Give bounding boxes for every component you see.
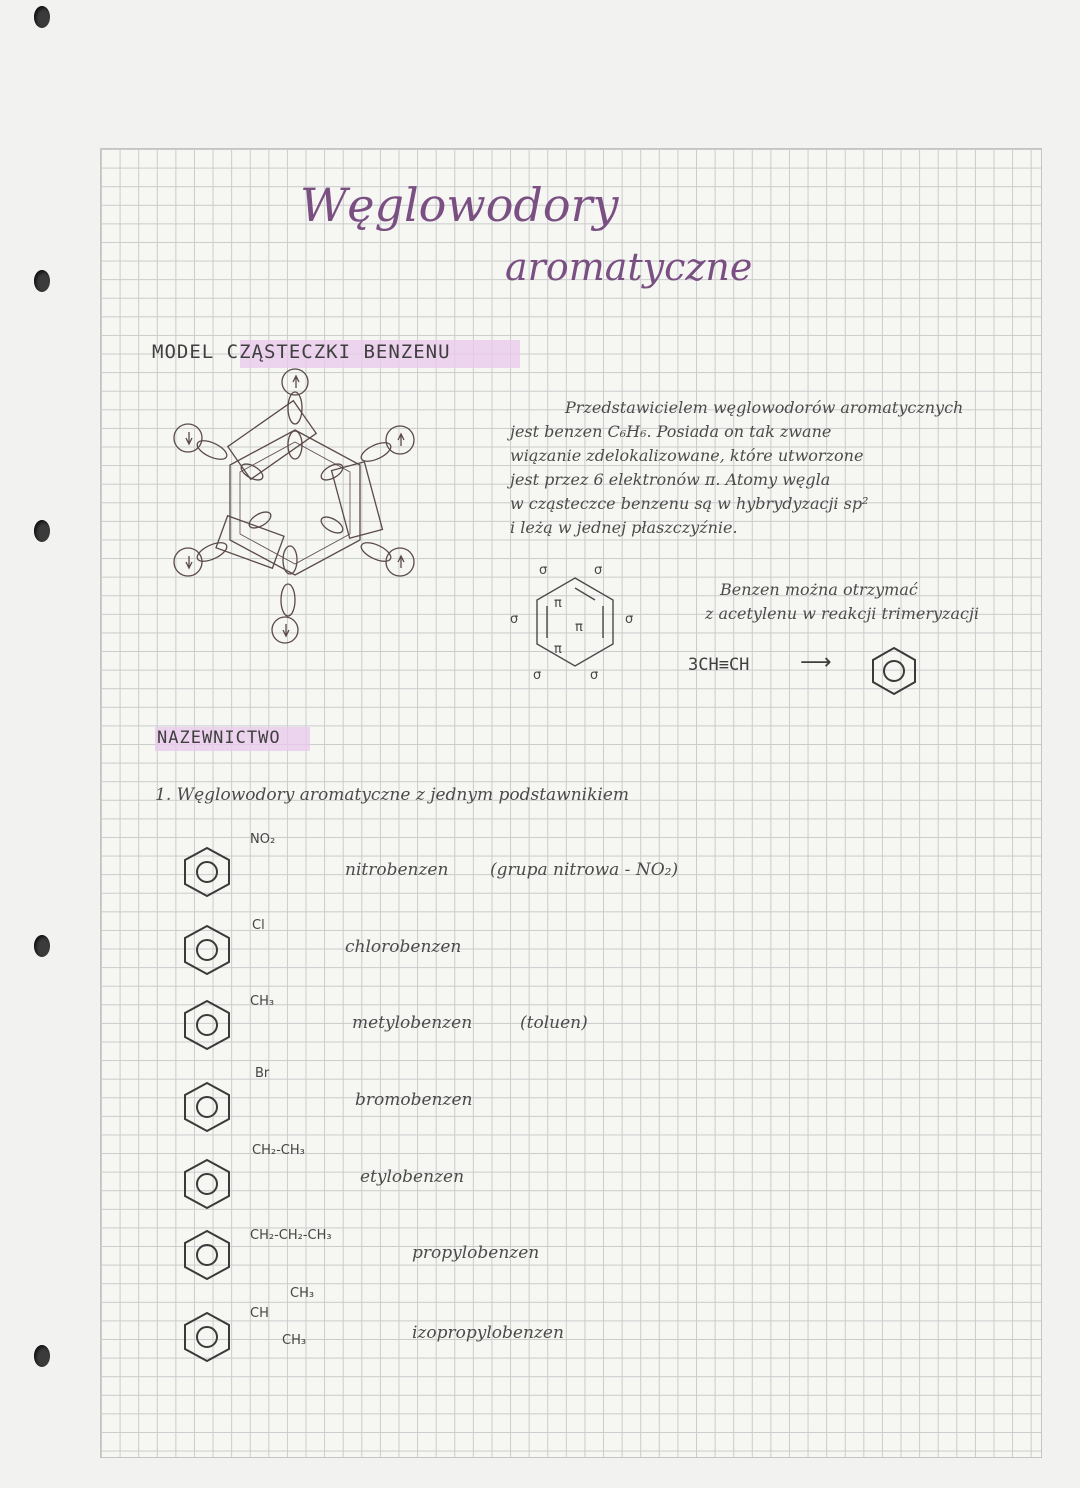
naming-heading: NAZEWNICTWO [157,728,281,748]
substituent-label: Cl [252,918,265,933]
intro-line: i leżą w jednej płaszczyźnie. [510,518,738,537]
benzene-ring-icon [180,1310,234,1364]
compound-name: bromobenzen [355,1090,473,1110]
benzene-ring-icon [180,1080,234,1134]
compound-name: izopropylobenzen [412,1323,564,1343]
substituent-label: Br [255,1066,270,1081]
binder-hole [34,270,50,292]
compound-name: nitrobenzen [345,860,449,880]
substituent-label: CH₂-CH₂-CH₃ [250,1228,332,1243]
benzene-ring-icon [180,1228,234,1282]
benzene-ring-icon [180,923,234,977]
substituent-label: CH [250,1306,269,1321]
acetylene-line: z acetylenu w reakcji trimeryzacji [705,604,980,623]
binder-hole [34,6,50,28]
pi-label: π [575,620,583,635]
reaction-arrow: ⟶ [800,650,832,675]
intro-line: w cząsteczce benzenu są w hybrydyzacji sp² [510,494,869,513]
compound-note: (grupa nitrowa - NO₂) [490,860,679,880]
acetylene-line: Benzen można otrzymać [720,580,918,599]
reaction-reactant: 3CH≡CH [688,655,750,675]
binder-hole [34,520,50,542]
pi-label: π [554,642,562,657]
isopropyl-branch-upper: CH₃ [290,1286,315,1301]
title-line1: Węglowodory [300,178,619,232]
model-heading: MODEL CZĄSTECZKI BENZENU [152,341,451,363]
substituent-label: NO₂ [250,832,276,847]
sigma-label: σ [533,668,542,683]
benzene-ring-icon [180,1157,234,1211]
sigma-label: σ [625,612,634,627]
intro-line: jest przez 6 elektronów π. Atomy węgla [510,470,831,489]
compound-note: (toluen) [520,1013,588,1033]
title-line2: aromatyczne [505,245,753,289]
benzene-orbital-model [160,360,430,650]
section1-title: 1. Węglowodory aromatyczne z jednym podstawnikiem [155,785,630,805]
compound-name: propylobenzen [412,1243,540,1263]
intro-line: wiązanie zdelokalizowane, które utworzone [510,446,864,465]
sigma-label: σ [590,668,599,683]
benzene-product-icon [868,645,920,697]
compound-name: chlorobenzen [345,937,462,957]
benzene-ring-icon [180,845,234,899]
pi-label: π [554,596,562,611]
sigma-label: σ [594,563,603,578]
isopropyl-branch-lower: CH₃ [282,1333,307,1348]
benzene-ring-icon [180,998,234,1052]
binder-hole [34,935,50,957]
intro-line: jest benzen C₆H₆. Posiada on tak zwane [510,422,832,441]
sigma-label: σ [539,563,548,578]
substituent-label: CH₃ [250,994,275,1009]
intro-line: Przedstawicielem węglowodorów aromatycznych [565,398,964,417]
compound-name: metylobenzen [352,1013,473,1033]
substituent-label: CH₂-CH₃ [252,1143,305,1158]
sigma-label: σ [510,612,519,627]
binder-hole [34,1345,50,1367]
compound-name: etylobenzen [360,1167,465,1187]
